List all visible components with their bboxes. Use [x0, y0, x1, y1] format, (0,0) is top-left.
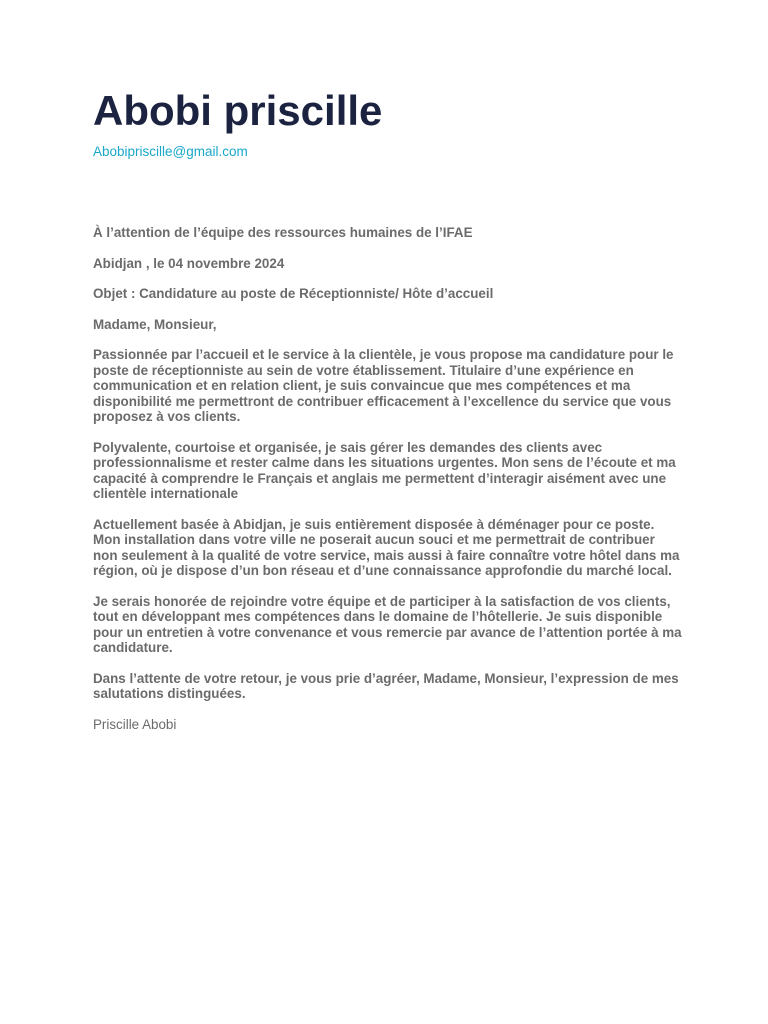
applicant-name: Abobi priscille — [93, 87, 383, 134]
closing-formula: Dans l’attente de votre retour, je vous prie d’agréer, Madame, Monsieur, l’expression de mes salutations distinguées. — [93, 670, 679, 701]
place-date-line: Abidjan , le 04 novembre 2024 — [93, 255, 285, 271]
paragraph-motivation: Je serais honorée de rejoindre votre équipe et de participer à la satisfaction de vos clients, tout en développant mes compétences dans le domaine de l’hôtellerie. Je suis disponible pour un entretien à votre convenance et vous remercie par avance de l’attention portée à ma candidature. — [93, 593, 682, 655]
signature: Priscille Abobi — [93, 716, 177, 732]
email-link[interactable]: Abobipriscille@gmail.com — [93, 144, 248, 159]
paragraph-skills: Polyvalente, courtoise et organisée, je sais gérer les demandes des clients avec professionnalisme et rester calme dans les situations urgentes. Mon sens de l’écoute et ma capacité à comprendre le Français et anglais me permettent d’interagir aisément avec une clientèle internationale — [93, 439, 676, 501]
subject-line: Objet : Candidature au poste de Réceptionniste/ Hôte d’accueil — [93, 286, 494, 301]
letter-body — [93, 225, 683, 747]
paragraph-intro: Passionnée par l’accueil et le service à la clientèle, je vous propose ma candidature pour le poste de réceptionniste au sein de votre établissement. Titulaire d’une expérience en communication et en relation client, je suis convaincue que mes compétences et ma disponibilité me permettront de contribuer efficacement à l’excellence du service que vous proposez à vos clients. — [93, 347, 674, 424]
attention-line: À l’attention de l’équipe des ressources humaines de l’IFAE — [93, 225, 473, 240]
paragraph-relocation: Actuellement basée à Abidjan, je suis entièrement disposée à déménager pour ce poste. Mon installation dans votre ville ne poserait aucun souci et me permettrait de contribuer non seulement à la qualité de votre service, mais aussi à faire connaître votre hôtel dans ma région, où je dispose d’un bon réseau et d’une connaissance approfondie du marché local. — [93, 516, 680, 578]
salutation: Madame, Monsieur, — [93, 316, 217, 332]
